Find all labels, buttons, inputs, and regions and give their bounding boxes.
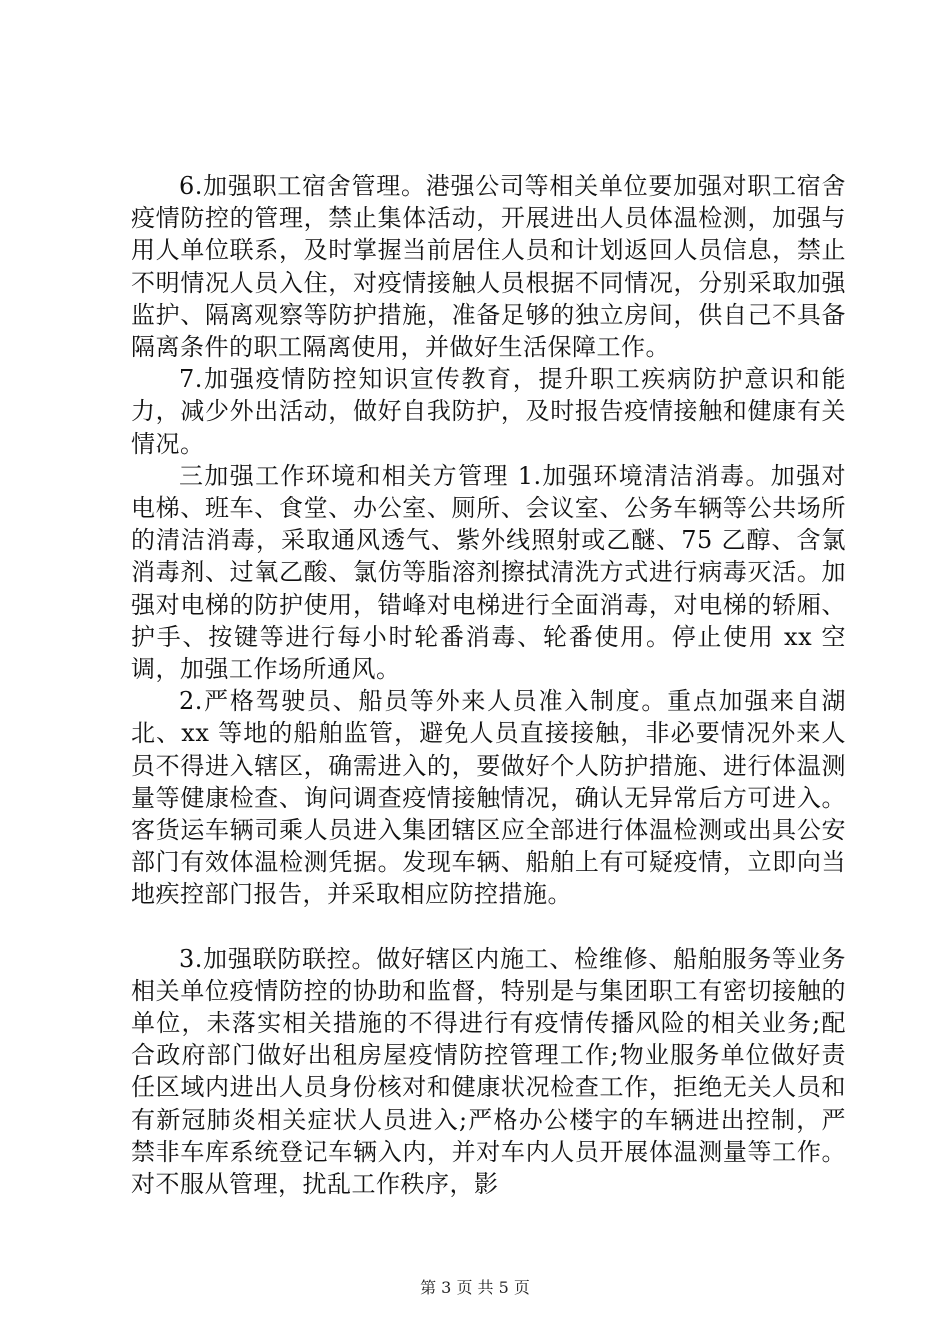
- paragraph-7-epidemic-education: 7.加强疫情防控知识宣传教育，提升职工疾病防护意识和能力，减少外出活动，做好自我防护，及时报告疫情接触和健康有关情况。: [131, 365, 846, 458]
- paragraph-6-dormitory-management: 6.加强职工宿舍管理。港强公司等相关单位要加强对职工宿舍疫情防控的管理，禁止集体活动，开展进出人员体温检测，加强与用人单位联系，及时掌握当前居住人员和计划返回人员信息，禁止不明情况人员入住，对疫情接触人员根据不同情况，分别采取加强监护、隔离观察等防护措施，准备足够的独立房间，供自己不具备隔离条件的职工隔离使用，并做好生活保障工作。: [131, 172, 846, 362]
- paragraph-3-joint-prevention: 3.加强联防联控。做好辖区内施工、检维修、船舶服务等业务相关单位疫情防控的协助和监督，特别是与集团职工有密切接触的单位，未落实相关措施的不得进行有疫情传播风险的相关业务;配合政府部门做好出租房屋疫情防控管理工作;物业服务单位做好责任区域内进出人员身份核对和健康状况检查工作，拒绝无关人员和有新冠肺炎相关症状人员进入;严格办公楼宇的车辆进出控制，严禁非车库系统登记车辆入内，并对车内人员开展体温测量等工作。对不服从管理，扰乱工作秩序，影: [131, 944, 846, 1199]
- paragraph-2-outsider-access: 2.严格驾驶员、船员等外来人员准入制度。重点加强来自湖北、xx 等地的船舶监管，避免人员直接接触，非必要情况外来人员不得进入辖区，确需进入的，要做好个人防护措施、进行体温测量等健康检查、询问调查疫情接触情况，确认无异常后方可进入。客货运车辆司乘人员进入集团辖区应全部进行体温检测或出具公安部门有效体温检测凭据。发现车辆、船舶上有可疑疫情，立即向当地疾控部门报告，并采取相应防控措施。: [131, 687, 846, 909]
- paragraph-section-3-environment-cleaning: 三加强工作环境和相关方管理 1.加强环境清洁消毒。加强对电梯、班车、食堂、办公室、厕所、会议室、公务车辆等公共场所的清洁消毒，采取通风透气、紫外线照射或乙醚、75 乙醇、含氯消毒剂、过氧乙酸、氯仿等脂溶剂擦拭清洗方式进行病毒灭活。加强对电梯的防护使用，错峰对电梯进行全面消毒，对电梯的轿厢、护手、按键等进行每小时轮番消毒、轮番使用。停止使用 xx 空调，加强工作场所通风。: [131, 461, 846, 684]
- document-body: [131, 170, 846, 1200]
- page-number-footer: 第 3 页 共 5 页: [420, 1278, 530, 1297]
